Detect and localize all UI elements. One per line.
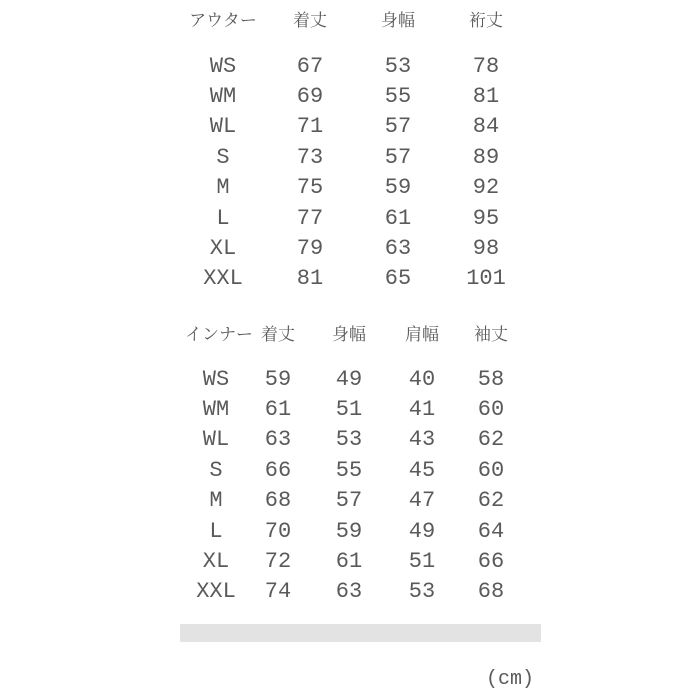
- measurement-value: 60: [477, 457, 505, 483]
- measurement-value: 51: [335, 397, 363, 423]
- table-row: [185, 455, 527, 485]
- measurement-value: 53: [335, 427, 363, 453]
- size-label: WM: [202, 397, 230, 423]
- outer-table-title: アウター: [189, 11, 257, 30]
- size-label: WS: [202, 366, 230, 392]
- table-row: [180, 51, 530, 81]
- measurement-value: 41: [408, 397, 436, 423]
- size-label: L: [216, 205, 230, 231]
- measurement-value: 89: [472, 144, 500, 170]
- measurement-value: 47: [408, 488, 436, 514]
- size-label: XXL: [196, 579, 236, 605]
- measurement-value: 49: [335, 366, 363, 392]
- measurement-value: 101: [466, 266, 506, 292]
- measurement-value: 63: [264, 427, 292, 453]
- measurement-value: 67: [296, 53, 324, 79]
- measurement-value: 66: [477, 549, 505, 575]
- measurement-value: 68: [477, 579, 505, 605]
- measurement-value: 57: [384, 144, 412, 170]
- measurement-value: 69: [296, 84, 324, 110]
- column-header-katahaba: 肩幅: [405, 325, 439, 344]
- measurement-value: 66: [264, 457, 292, 483]
- measurement-value: 73: [296, 144, 324, 170]
- unit-label: (cm): [485, 668, 534, 691]
- table-row: [185, 486, 527, 516]
- measurement-value: 59: [264, 366, 292, 392]
- measurement-value: 64: [477, 518, 505, 544]
- size-label: M: [209, 488, 223, 514]
- horizontal-scrollbar[interactable]: [180, 624, 541, 642]
- size-label: WL: [209, 114, 237, 140]
- measurement-value: 72: [264, 549, 292, 575]
- measurement-value: 79: [296, 236, 324, 262]
- table-row: [185, 516, 527, 546]
- outer-size-table: [180, 3, 530, 294]
- measurement-value: 61: [384, 205, 412, 231]
- measurement-value: 60: [477, 397, 505, 423]
- measurement-value: 59: [335, 518, 363, 544]
- measurement-value: 65: [384, 266, 412, 292]
- measurement-value: 53: [384, 53, 412, 79]
- measurement-value: 77: [296, 205, 324, 231]
- measurement-value: 43: [408, 427, 436, 453]
- inner-table-title: インナー: [185, 325, 253, 344]
- column-header-yukitake: 裄丈: [469, 11, 503, 30]
- measurement-value: 84: [472, 114, 500, 140]
- measurement-value: 51: [408, 549, 436, 575]
- measurement-value: 95: [472, 205, 500, 231]
- size-label: WL: [202, 427, 230, 453]
- header-gap: [180, 34, 530, 51]
- column-header-kitake: 着丈: [261, 325, 295, 344]
- size-label: XXL: [203, 266, 243, 292]
- measurement-value: 62: [477, 427, 505, 453]
- header-gap: [185, 348, 527, 364]
- measurement-value: 63: [335, 579, 363, 605]
- column-header-sodetake: 袖丈: [474, 325, 508, 344]
- measurement-value: 45: [408, 457, 436, 483]
- measurement-value: 71: [296, 114, 324, 140]
- table-row: [180, 112, 530, 142]
- measurement-value: 81: [296, 266, 324, 292]
- table-row: [180, 264, 530, 294]
- measurement-value: 81: [472, 84, 500, 110]
- table-row: [180, 142, 530, 172]
- inner-table-header-row: [185, 317, 527, 348]
- outer-table-header-row: [180, 3, 530, 34]
- size-label: XL: [209, 236, 237, 262]
- measurement-value: 55: [384, 84, 412, 110]
- size-label: L: [209, 518, 223, 544]
- table-row: [185, 394, 527, 424]
- measurement-value: 58: [477, 366, 505, 392]
- measurement-value: 78: [472, 53, 500, 79]
- table-row: [185, 546, 527, 576]
- size-label: S: [216, 144, 230, 170]
- measurement-value: 57: [384, 114, 412, 140]
- size-label: WS: [209, 53, 237, 79]
- measurement-value: 49: [408, 518, 436, 544]
- table-row: [180, 203, 530, 233]
- measurement-value: 57: [335, 488, 363, 514]
- size-label: WM: [209, 84, 237, 110]
- measurement-value: 68: [264, 488, 292, 514]
- inner-size-table: [185, 317, 527, 607]
- size-label: M: [216, 175, 230, 201]
- measurement-value: 53: [408, 579, 436, 605]
- measurement-value: 61: [335, 549, 363, 575]
- measurement-value: 98: [472, 236, 500, 262]
- table-row: [185, 425, 527, 455]
- measurement-value: 62: [477, 488, 505, 514]
- size-label: S: [209, 457, 223, 483]
- column-header-mihaba: 身幅: [332, 325, 366, 344]
- table-row: [185, 577, 527, 607]
- table-row: [180, 81, 530, 111]
- table-row: [180, 233, 530, 263]
- size-label: XL: [202, 549, 230, 575]
- measurement-value: 40: [408, 366, 436, 392]
- measurement-value: 74: [264, 579, 292, 605]
- measurement-value: 59: [384, 175, 412, 201]
- column-header-kitake: 着丈: [293, 11, 327, 30]
- measurement-value: 70: [264, 518, 292, 544]
- measurement-value: 75: [296, 175, 324, 201]
- measurement-value: 92: [472, 175, 500, 201]
- table-row: [180, 173, 530, 203]
- table-row: [185, 364, 527, 394]
- measurement-value: 63: [384, 236, 412, 262]
- measurement-value: 61: [264, 397, 292, 423]
- column-header-mihaba: 身幅: [381, 11, 415, 30]
- measurement-value: 55: [335, 457, 363, 483]
